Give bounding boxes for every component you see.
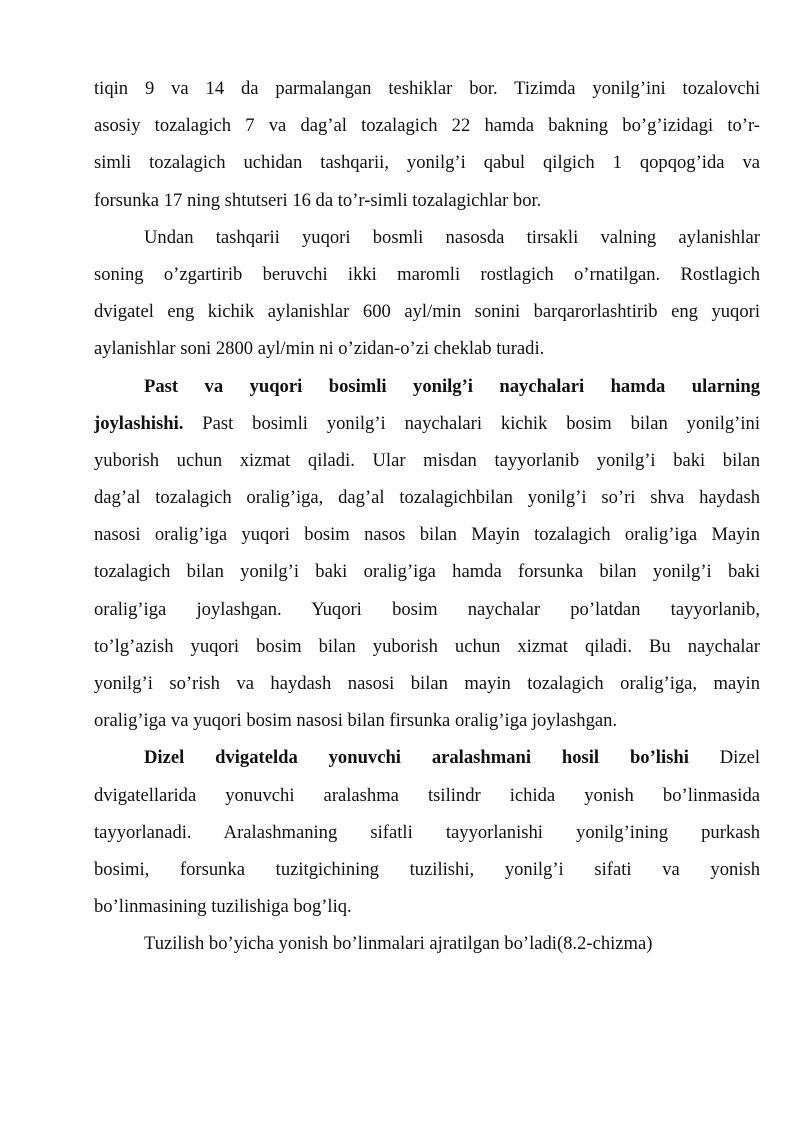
text-line: yuborish uchun xizmat qiladi. Ular misdan tayyorlanib yonilg’i baki bilan xyxy=(94,449,760,471)
text-line: oralig’iga joylashgan. Yuqori bosim naychalar po’latdan tayyorlanib, xyxy=(94,598,760,620)
text-span: Past bosimli yonilg’i naychalari kichik bosim bilan yonilg’ini xyxy=(183,412,760,434)
section-heading-end: joylashishi. xyxy=(94,412,184,434)
text-line: nasosi oralig’iga yuqori bosim nasos bilan Mayin tozalagich oralig’iga Mayin xyxy=(94,524,760,546)
document-page xyxy=(94,70,760,963)
text-line: bosimi, forsunka tuzitgichining tuzilishi, yonilg’i sifati va yonish xyxy=(94,858,760,880)
text-line xyxy=(94,405,760,442)
text-line: dag’al tozalagich oralig’iga, dag’al tozalagichbilan yonilg’i so’ri shva haydash xyxy=(94,487,760,509)
text-line: Undan tashqarii yuqori bosmli nasosda tirsakli valning aylanishlar xyxy=(144,226,760,248)
text-line: tayyorlanadi. Aralashmaning sifatli tayyorlanishi yonilg’ining purkash xyxy=(94,821,760,843)
text-line: forsunka 17 ning shtutseri 16 da to’r-simli tozalagichlar bor. xyxy=(94,189,542,211)
text-line: aylanishlar soni 2800 ayl/min ni o’zidan-o’zi cheklab turadi. xyxy=(94,338,545,360)
paragraph-5 xyxy=(94,925,760,962)
paragraph-diesel-mixture xyxy=(94,739,760,925)
text-line: oralig’iga va yuqori bosim nasosi bilan firsunka oralig’iga joylashgan. xyxy=(94,710,618,732)
text-line: asosiy tozalagich 7 va dag’al tozalagich 22 hamda bakning bo’g’izidagi to’r- xyxy=(94,115,760,137)
text-line: tozalagich bilan yonilg’i baki oralig’iga hamda forsunka bilan yonilg’i baki xyxy=(94,561,760,583)
text-line: bo’linmasining tuzilishiga bog’liq. xyxy=(94,896,352,918)
paragraph-fuel-lines xyxy=(94,368,760,740)
text-span: Dizel xyxy=(688,747,760,769)
text-line: to’lg’azish yuqori bosim bilan yuborish uchun xizmat qiladi. Bu naychalar xyxy=(94,635,760,657)
text-line: dvigatel eng kichik aylanishlar 600 ayl/min sonini barqarorlashtirib eng yuqori xyxy=(94,301,760,323)
text-line: soning o’zgartirib beruvchi ikki maromli rostlagich o’rnatilgan. Rostlagich xyxy=(94,263,760,285)
text-line xyxy=(94,739,760,776)
section-heading: Past va yuqori bosimli yonilg’i naychalari hamda ularning xyxy=(144,375,760,397)
text-line: simli tozalagich uchidan tashqarii, yonilg’i qabul qilgich 1 qopqog’ida va xyxy=(94,152,760,174)
text-line: yonilg’i so’rish va haydash nasosi bilan mayin tozalagich oralig’iga, mayin xyxy=(94,673,760,694)
section-heading: Dizel dvigatelda yonuvchi aralashmani hosil bo’lishi xyxy=(144,747,689,769)
text-line: dvigatellarida yonuvchi aralashma tsilindr ichida yonish bo’linmasida xyxy=(94,784,760,806)
text-line: Tuzilish bo’yicha yonish bo’linmalari ajratilgan bo’ladi(8.2-chizma) xyxy=(144,933,653,955)
paragraph-2 xyxy=(94,219,760,368)
paragraph-1 xyxy=(94,70,760,219)
text-line: tiqin 9 va 14 da parmalangan teshiklar bor. Tizimda yonilg’ini tozalovchi xyxy=(94,78,760,99)
